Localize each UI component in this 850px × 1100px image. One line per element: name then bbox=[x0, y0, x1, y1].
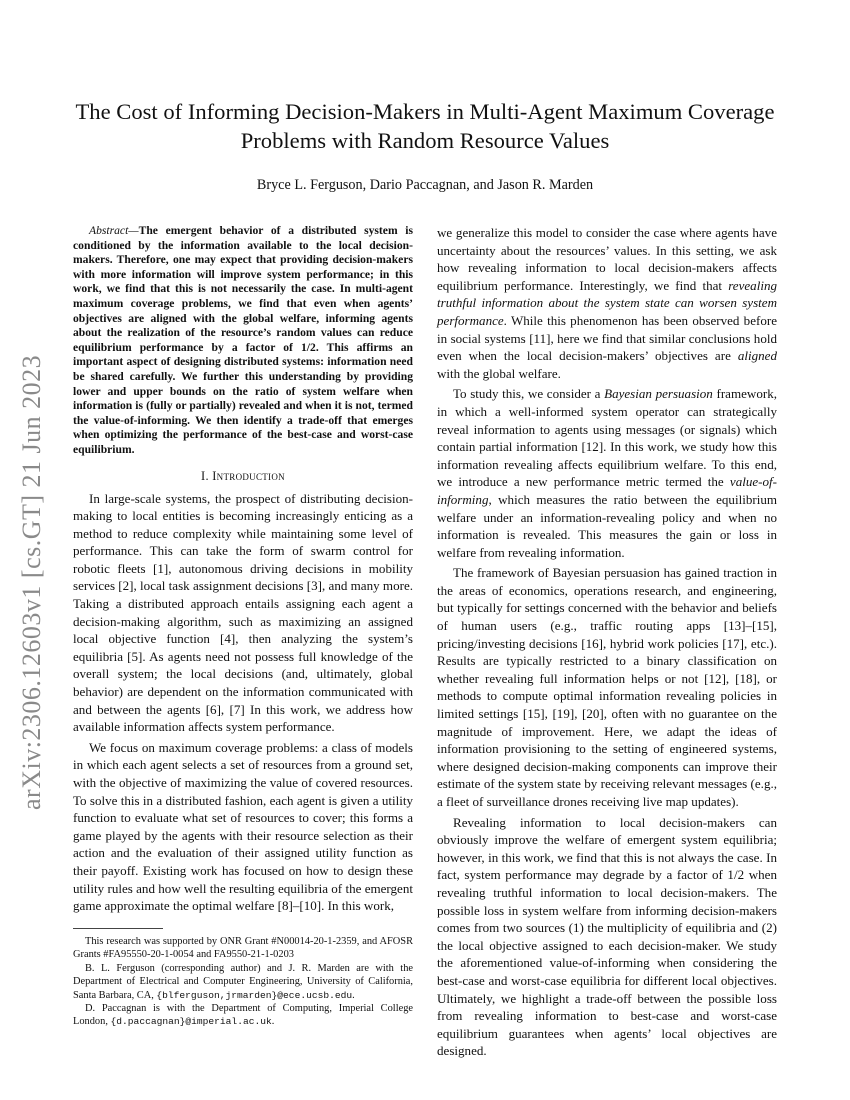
author-list: Bryce L. Ferguson, Dario Paccagnan, and Jason R. Marden bbox=[256, 177, 594, 193]
footnote-ucsb-end: . bbox=[352, 989, 355, 1001]
footnote-funding: This research was supported by ONR Grant #N00014-20-1-2359, and AFOSR Grants #FA95550-20-1-0054 and FA9550-21-1-0203 bbox=[73, 936, 413, 961]
section-heading-introduction: I. Introduction bbox=[201, 468, 285, 483]
footnote-imperial-end: . bbox=[271, 1016, 275, 1028]
footnote-affiliation-ucsb bbox=[73, 962, 413, 1002]
text-run: with the global welfare. bbox=[437, 365, 561, 381]
abstract-separator: — bbox=[128, 224, 139, 237]
abstract-lead: Abstract bbox=[89, 224, 129, 237]
emphasis-run: Bayesian persuasion bbox=[604, 386, 713, 402]
footnotes bbox=[73, 935, 413, 1029]
emphasis-run: value-of-informing bbox=[437, 474, 777, 507]
paper-title: The Cost of Informing Decision-Makers in Multi-Agent Maximum Coverage Problems with Random Resource Values bbox=[75, 99, 775, 153]
abstract bbox=[73, 224, 413, 458]
text-run: we generalize this model to consider the case where agents have uncertainty about the resources’ values. In this setting, we ask how revealing information to local decision-makers affects equilibrium performance. Interestingly, we find that bbox=[437, 225, 777, 293]
text-run: framework, in which a well-informed system operator can strategically reveal information to agents using messages (or signals) which contain partial information [12]. In this work, we study how this information revealing affects equilibrium welfare. To this end, we introduce a new performance metric termed the bbox=[437, 386, 777, 490]
right-paragraph-1 bbox=[437, 224, 777, 382]
right-paragraph-4: Revealing information to local decision-makers can obviously improve the welfare of emergent system equilibria; however, in this work, we find that this is not always the case. In fact, system performance may degrade by a factor of 1/2 when revealing truthful information to local decision-makers. The possible loss in system welfare from informing decision-makers comes from two sources (1) the multiplicity of equilibria and (2) the local objective assigned to each decision-maker. We study the aforementioned value-of-informing when considering the best-case and worst-case equilibria for different local objectives. Ultimately, we highlight a trade-off between the possible loss from revealing information to best-case and worst-case equilibrium guarantees when agents’ local objectives are designed. bbox=[437, 814, 777, 1059]
email-imperial: {d.paccagnan}@imperial.ac.uk bbox=[110, 1016, 272, 1028]
arxiv-identifier bbox=[6, 290, 54, 810]
left-column bbox=[73, 224, 413, 915]
text-run: To study this, we consider a bbox=[453, 386, 605, 402]
footnote-ucsb-text: B. L. Ferguson (corresponding author) and J. R. Marden are with the Department of Electrical and Computer Engineering, University of California, Santa Barbara, CA, bbox=[73, 962, 413, 1001]
intro-paragraph-1: In large-scale systems, the prospect of distributing decision-making to local entities is becoming increasingly enticing as a method to reduce complexity while maintaining some level of performance. This can take the form of swarm control for robotic fleets [1], autonomous driving decisions in mobility services [2], local task assignment decisions [3], and many more. Taking a distributed approach entails assigning each agent a decision-making algorithm, such as maximizing an assigned local objective function [4], then analyzing the system’s equilibria [5]. As agents need not possess full knowledge of the overall system; the local decisions (and, ultimately, global behavior) are dependent on the information communicated with and between the agents [6], [7] In this work, we address how available information affects system performance. bbox=[73, 490, 413, 735]
emphasis-run: aligned bbox=[737, 348, 777, 364]
intro-paragraph-2: We focus on maximum coverage problems: a class of models in which each agent selects a set of resources from a ground set, with the objective of maximizing the value of covered resources. To solve this in a distributed fashion, each agent is given a utility function to evaluate what set of resources to cover; this forms a game played by the agents with their resource selection as their action and the evaluation of their assigned utility function as their payoff. Existing work has focused on how to design these utility rules and how well the resulting equilibria of the emergent game approximate the optimal welfare [8]–[10]. In this work, bbox=[73, 739, 413, 914]
abstract-body: The emergent behavior of a distributed system is conditioned by the information available to the local decision-makers. Therefore, one may expect that providing decision-makers with more information will improve system performance; in this work, we find that this is not necessarily the case. In multi-agent maximum coverage problems, we find that even when agents’ objectives are aligned with the global welfare, informing agents about the realization of the resource’s random values can reduce equilibrium performance by a factor of 1/2. This affirms an important aspect of designing distributed systems: information need be shared carefully. We further this understanding by providing lower and upper bounds on the ratio of system welfare when information is (fully or partially) revealed and when it is not, termed the value-of-informing. We then identify a trade-off that emerges when optimizing the performance of the best-case and worst-case equilibrium. bbox=[73, 224, 413, 456]
text-run: , which measures the ratio between the equilibrium welfare under an information-revealing policy and when no information is revealed. This measures the gain or loss in welfare from revealing information. bbox=[437, 491, 777, 560]
right-column bbox=[437, 224, 777, 1060]
right-paragraph-3: The framework of Bayesian persuasion has gained traction in the areas of economics, operations research, and engineering, but typically for settings concerned with the behavior and beliefs of human users (e.g., traffic routing apps [13]–[15], pricing/investing decisions [16], hybrid work policies [17], etc.). Results are typically restricted to a binary classification on whether revealing full information helps or not [12], [18], or methods to compute optimal information revealing policies in limited settings [15], [19], [20], often with no guarantee on the magnitude of improvement. Here, we adapt the ideas of information provisioning to the setting of engineered systems, where designed decision-making components can improve their estimate of the system state by receiving relevant messages (e.g., a fleet of surveillance drones receiving live map updates). bbox=[437, 565, 777, 809]
footnote-affiliation-imperial bbox=[73, 1002, 413, 1029]
footnote-rule bbox=[73, 928, 163, 929]
footnote-imperial-text: D. Paccagnan is with the Department of Computing, Imperial College London, bbox=[73, 1003, 413, 1028]
right-paragraph-2 bbox=[437, 385, 777, 561]
text-run: . While this phenomenon has been observed before in social systems [11], here we find that similar conclusions hold even when the local decision-makers’ objectives are bbox=[437, 312, 777, 364]
emphasis-run: revealing truthful information about the system state can worsen system performance bbox=[437, 277, 777, 328]
email-ucsb: {blferguson,jrmarden}@ece.ucsb.edu bbox=[156, 989, 353, 1001]
arxiv-id-text: arXiv:2306.12603v1 [cs.GT] 21 Jun 2023 bbox=[17, 354, 46, 810]
